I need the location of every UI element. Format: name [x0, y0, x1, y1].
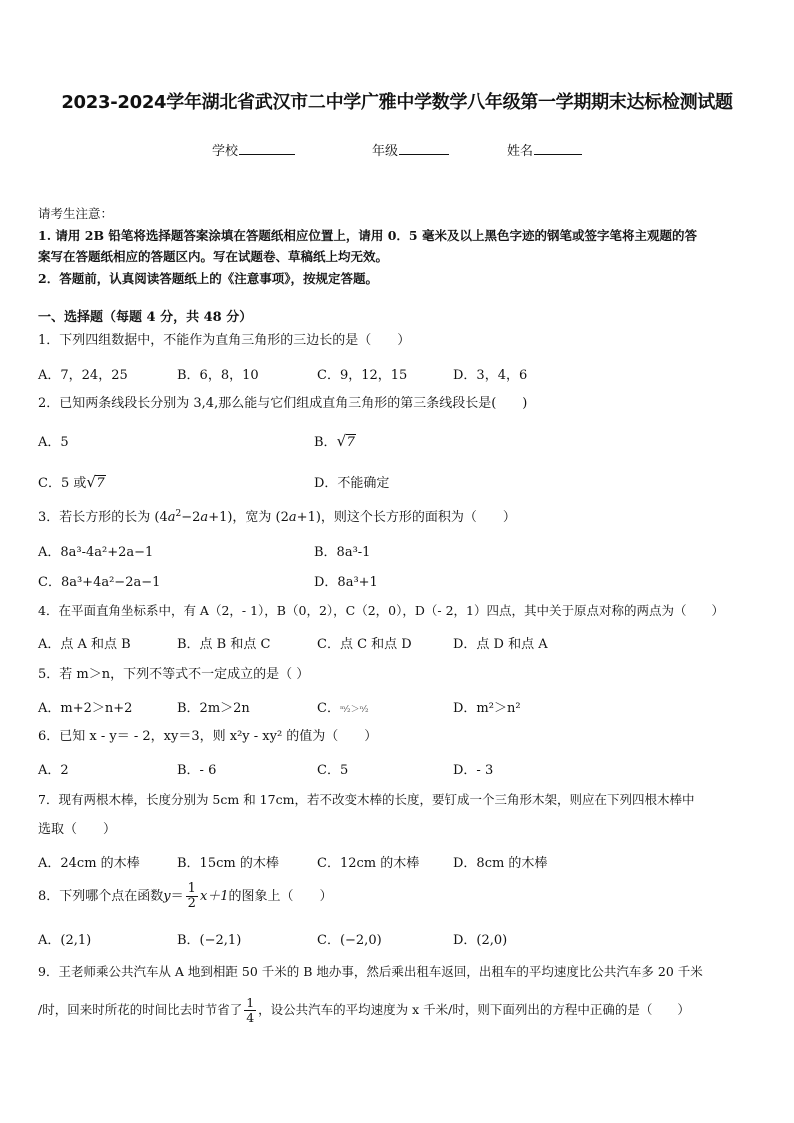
q3-option-c: C．8a³+4a²−2a−1	[38, 575, 161, 590]
q3-option-d: D．8a³+1	[314, 575, 378, 590]
name-blank	[534, 142, 582, 155]
note-2: 2．答题前，认真阅读答题纸上的《注意事项》，按规定答题。	[38, 270, 378, 286]
question-4-stem: 4．在平面直角坐标系中，有 A（2，- 1），B（0，2），C（2，0），D（- 2，1）四点，其中关于原点对称的两点为（ ）	[38, 603, 724, 618]
q4-option-c: C．点 C 和点 D	[317, 637, 412, 652]
q9-line2-part-a: /时，回来时所花的时间比去时节省了	[38, 1002, 243, 1017]
question-3-options-row2	[38, 571, 758, 591]
q2-option-c-radicand: 7	[96, 476, 105, 491]
q3-stem-part-c: +1)，宽为 (2	[208, 510, 289, 525]
school-label: 学校	[212, 144, 239, 159]
q8-fraction-numerator: 1	[187, 881, 196, 896]
q2-option-d: D．不能确定	[314, 476, 390, 491]
q8-stem-part-a: 8．下列哪个点在函数	[38, 889, 164, 904]
question-2-options-row1	[38, 431, 758, 451]
name-label: 姓名	[507, 144, 534, 159]
q1-option-b: B．6，8，10	[177, 368, 259, 383]
question-4-options	[38, 633, 758, 653]
q8-option-a: A．(2,1)	[38, 933, 92, 948]
grade-label: 年级	[372, 144, 399, 159]
q5-option-c-label: C．	[317, 701, 340, 716]
sqrt-symbol: √ 7	[86, 473, 105, 491]
q5-option-c-expression: ᵐ⁄₂＞ⁿ⁄₂	[339, 705, 369, 715]
q3-option-b: B．8a³-1	[314, 545, 371, 560]
q9-line2-part-b: ，设公共汽车的平均速度为 x 千米/时，则下面列出的方程中正确的是（ ）	[258, 1002, 690, 1017]
q5-option-d: D．m²＞n²	[453, 701, 521, 716]
page-title: 2023-2024学年湖北省武汉市二中学广雅中学数学八年级第一学期期末达标检测试题	[61, 92, 733, 113]
note-1a: 1. 请用 2B 铅笔将选择题答案涂填在答题纸相应位置上，请用 0．5 毫米及以上黑色字迹的钢笔或签字笔将主观题的答	[38, 227, 697, 243]
exam-notes	[38, 203, 758, 289]
q6-option-b: B．- 6	[177, 763, 217, 778]
q8-stem-part-b: 的图象上（ ）	[228, 889, 333, 904]
q7-option-a: A．24cm 的木棒	[38, 856, 140, 871]
q8-function-rest: x＋1	[199, 889, 229, 904]
q9-fraction	[244, 996, 256, 1025]
question-5-options	[38, 697, 758, 717]
q3-stem-part-a: 3．若长方形的长为 (4	[38, 510, 168, 525]
question-5-stem: 5．若 m＞n，下列不等式不一定成立的是（ ）	[38, 667, 310, 682]
sqrt-symbol: √ 7	[336, 432, 355, 450]
q5-option-c	[317, 697, 369, 716]
q6-option-c: C．5	[317, 763, 349, 778]
school-blank	[239, 142, 295, 155]
q8-option-c: C．(−2,0)	[317, 933, 382, 948]
question-3-stem: 3．若长方形的长为 $(4a^2-2a+1)$，宽为 (2a+1)，则这个长方形的面积为（ ）	[38, 509, 516, 525]
q4-option-b: B．点 B 和点 C	[177, 637, 271, 652]
q1-option-c: C．9，12，15	[317, 368, 408, 383]
q4-option-a: A．点 A 和点 B	[38, 637, 131, 652]
q7-option-c: C．12cm 的木棒	[317, 856, 420, 871]
q3-stem-part-b: −2	[181, 510, 201, 525]
grade-blank	[399, 142, 449, 155]
grade-field	[372, 140, 449, 159]
q8-fraction-denominator: 2	[187, 896, 196, 911]
question-1-stem: 1．下列四组数据中，不能作为直角三角形的三边长的是（ ）	[38, 333, 411, 348]
question-2-stem: 2．已知两条线段长分别为 3,4,那么能与它们组成直角三角形的第三条线段长是( )	[38, 396, 528, 411]
q4-option-d: D．点 D 和点 A	[453, 637, 548, 652]
q2-option-b-radicand: 7	[346, 435, 355, 450]
question-6-options	[38, 759, 758, 779]
q5-option-b: B．2m＞2n	[177, 701, 250, 716]
question-8-options	[38, 929, 758, 949]
note-1b: 案写在答题纸相应的答题区内。写在试题卷、草稿纸上均无效。	[38, 249, 389, 264]
q1-option-d: D．3，4，6	[453, 368, 528, 383]
q2-option-c-label: C．5 或	[38, 476, 87, 491]
q8-fraction	[186, 882, 198, 911]
question-3-options-row1	[38, 541, 758, 561]
notes-heading: 请考生注意：	[38, 206, 114, 221]
q5-option-a: A．m+2＞n+2	[38, 701, 133, 716]
question-9-line1: 9．王老师乘公共汽车从 A 地到相距 50 千米的 B 地办事，然后乘出租车返回，出租车的平均速度比公共汽车多 20 千米	[38, 964, 703, 979]
q8-option-d: D．(2,0)	[453, 933, 508, 948]
q6-option-d: D．- 3	[453, 763, 494, 778]
q8-option-b: B．(−2,1)	[177, 933, 242, 948]
q9-fraction-numerator: 1	[246, 995, 255, 1010]
q7-option-d: D．8cm 的木棒	[453, 856, 548, 871]
q9-fraction-denominator: 4	[246, 1010, 255, 1025]
question-2-options-row2	[38, 472, 758, 492]
q1-option-a: A．7，24，25	[38, 368, 128, 383]
q7-option-b: B．15cm 的木棒	[177, 856, 279, 871]
q3-option-a: A．8a³-4a²+2a−1	[38, 545, 154, 560]
question-9-line2	[38, 993, 758, 1031]
section-heading: 一、选择题（每题 4 分，共 48 分）	[38, 310, 253, 325]
q8-function-y: y	[163, 889, 171, 904]
q6-option-a: A．2	[38, 763, 69, 778]
question-8-stem: 8．下列哪个点在函数y＝ $\frac{1}{2}$ x＋1的图象上（ ）	[38, 881, 333, 911]
q3-stem-part-d: +1)，则这个长方形的面积为（ ）	[296, 510, 516, 525]
q2-option-a: A．5	[38, 435, 69, 450]
question-7-stem-line2: 选取（ ）	[38, 822, 117, 837]
name-field	[507, 140, 582, 159]
q2-option-b-label: B．	[314, 435, 337, 450]
q2-option-c	[38, 472, 106, 491]
question-7-options	[38, 852, 758, 872]
question-6-stem: 6．已知 x - y＝ - 2，xy＝3，则 x²y - xy² 的值为（ ）	[38, 729, 378, 744]
school-field	[212, 140, 295, 159]
question-1-options	[38, 364, 758, 384]
q2-option-b	[314, 431, 356, 450]
question-7-stem-line1: 7．现有两根木棒，长度分别为 5cm 和 17cm，若不改变木棒的长度，要钉成一个三角形木架，则应在下列四根木棒中	[38, 792, 695, 807]
